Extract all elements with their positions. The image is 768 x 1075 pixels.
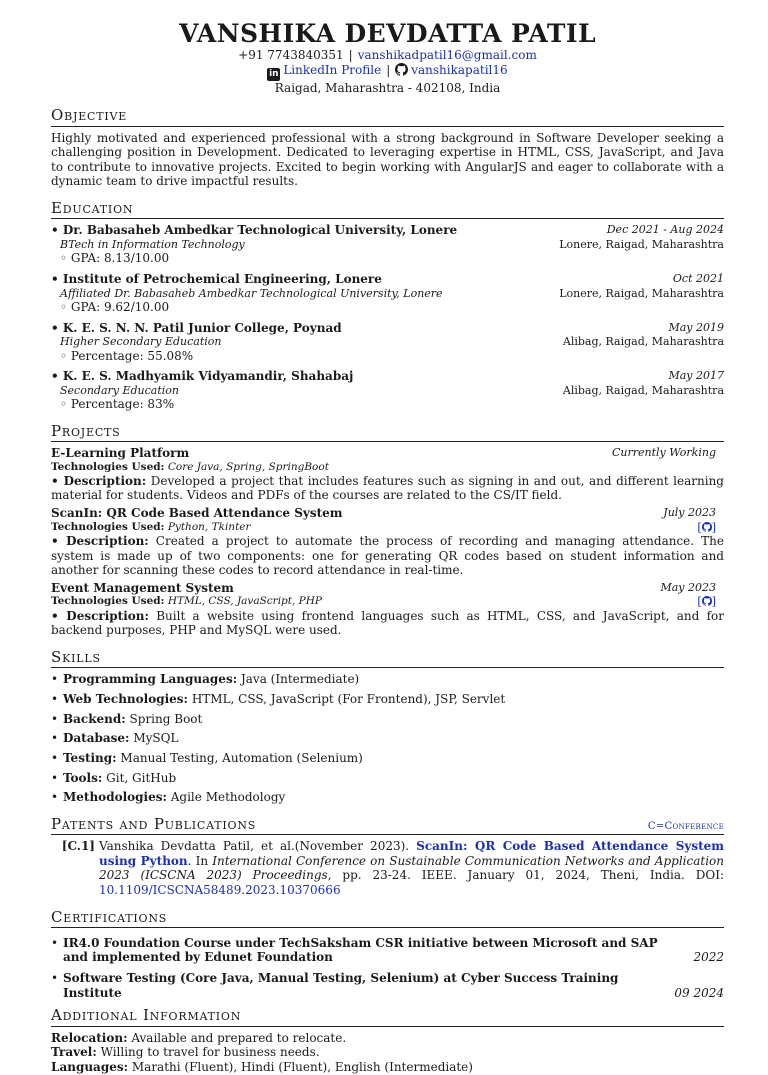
github-icon xyxy=(395,63,408,76)
certification-name: • IR4.0 Foundation Course under TechSaksham CSR initiative between Microsoft and SAP and implemented by Edunet Foundation xyxy=(63,935,658,965)
education-date: Dec 2021 - Aug 2024 xyxy=(606,223,724,237)
project-list xyxy=(51,446,724,638)
publication-citation: Vanshika Devdatta Patil, et al.(November 2023). ScanIn: QR Code Based Attendance System using Python. In International Conference on Sustainable Communication Networks and Application 2023 (ICSCNA 2023) Proceedings, pp. 23-24. IEEE. January 01, 2024, Theni, India. DOI: 10.1109/ICSCNA58489.2023.10370666 xyxy=(99,839,724,897)
github-icon xyxy=(702,596,712,606)
skill-item: • Tools: Git, GitHub xyxy=(51,771,724,786)
certification-date: 09 2024 xyxy=(674,985,724,1000)
institution: • K. E. S. Madhyamik Vidyamandir, Shahabaj xyxy=(51,369,354,384)
section-title-objective: Objective xyxy=(51,106,724,126)
skill-item: • Backend: Spring Boot xyxy=(51,712,724,727)
project-item xyxy=(51,506,724,578)
additional-item: Relocation: Available and prepared to relocate. xyxy=(51,1030,347,1045)
degree: Secondary Education xyxy=(60,383,180,397)
section-title-skills: Skills xyxy=(51,648,724,668)
certification-name: • Software Testing (Core Java, Manual Testing, Selenium) at Cyber Success Training Institute xyxy=(63,971,619,1000)
project-description: • Description: Created a project to automate the process of recording and managing attendance. The system is made up of two components: one for generating QR codes based on student information and another for scanning these codes to record attendance in real-time. xyxy=(51,533,724,578)
certification-date: 2022 xyxy=(693,950,724,965)
project-description: • Description: Developed a project that includes features such as signing in and out, and different learning material for students. Videos and PDFs of the courses are related to the CS/IT field. xyxy=(51,473,724,503)
skill-item: • Methodologies: Agile Methodology xyxy=(51,790,724,805)
github-link[interactable]: vanshikapatil16 xyxy=(411,62,508,77)
education-score: ◦ Percentage: 55.08% xyxy=(60,348,194,363)
education-date: May 2019 xyxy=(668,320,724,334)
project-name: Event Management System xyxy=(51,580,234,595)
skill-item: • Programming Languages: Java (Intermediate) xyxy=(51,672,724,687)
project-tech: Technologies Used: Python, Tkinter [ ] xyxy=(51,521,724,534)
section-title-publications: Patents and Publications C=Conference xyxy=(51,815,724,835)
project-item xyxy=(51,446,724,503)
degree: BTech in Information Technology xyxy=(60,237,245,251)
candidate-name: VANSHIKA DEVDATTA PATIL xyxy=(179,19,596,48)
address: Raigad, Maharashtra - 402108, India xyxy=(274,80,501,95)
certification-item xyxy=(51,936,724,965)
linkedin-link[interactable]: LinkedIn Profile xyxy=(283,62,382,77)
education-date: May 2017 xyxy=(668,369,724,383)
contact-line-1 xyxy=(51,48,724,63)
additional-info xyxy=(51,1031,724,1075)
education-list xyxy=(51,223,724,412)
education-item xyxy=(51,369,724,412)
project-github-link[interactable]: [ ] xyxy=(697,520,716,534)
publication-title-link[interactable]: ScanIn: QR Code Based Attendance System using Python xyxy=(99,839,724,868)
objective-text: Highly motivated and experienced professional with a strong background in Software Developer seeking a challenging position in Development. Dedicated to leveraging expertise in HTML, CSS, JavaScript, and Java to contribute to innovative projects. Excited to begin working with AngularJS and eager to collaborate with a dynamic team to drive impactful results. xyxy=(51,130,724,189)
education-item xyxy=(51,223,724,266)
education-location: Lonere, Raigad, Maharashtra xyxy=(559,237,724,251)
publication-item xyxy=(51,839,724,898)
certification-item xyxy=(51,971,724,1000)
education-item xyxy=(51,272,724,315)
doi-link[interactable]: 10.1109/ICSCNA58489.2023.10370666 xyxy=(99,882,341,897)
education-location: Alibag, Raigad, Maharashtra xyxy=(562,335,724,349)
project-item xyxy=(51,581,724,638)
github-icon xyxy=(702,522,712,532)
section-title-projects: Projects xyxy=(51,422,724,442)
project-date: July 2023 xyxy=(663,505,716,519)
project-date: Currently Working xyxy=(611,446,716,460)
degree: Higher Secondary Education xyxy=(60,335,222,349)
linkedin-icon: in xyxy=(269,68,279,79)
project-name: ScanIn: QR Code Based Attendance System xyxy=(51,505,343,520)
degree: Affiliated Dr. Babasaheb Ambedkar Technological University, Lonere xyxy=(60,286,443,300)
project-tech: Technologies Used: HTML, CSS, JavaScript, PHP [ ] xyxy=(51,595,724,608)
institution: • K. E. S. N. N. Patil Junior College, Poynad xyxy=(51,320,342,335)
section-title-education: Education xyxy=(51,199,724,219)
education-location: Alibag, Raigad, Maharashtra xyxy=(562,383,724,397)
project-date: May 2023 xyxy=(660,580,716,594)
additional-item: Languages: Marathi (Fluent), Hindi (Fluent), English (Intermediate) xyxy=(51,1059,473,1074)
email-link[interactable]: vanshikadpatil16@gmail.com xyxy=(357,47,537,62)
institution: • Dr. Babasaheb Ambedkar Technological University, Lonere xyxy=(51,223,458,238)
education-score: ◦ Percentage: 83% xyxy=(60,397,175,412)
project-description: • Description: Built a website using frontend languages such as HTML, CSS, and JavaScript, and for backend purposes, PHP and MySQL were used. xyxy=(51,608,725,638)
education-date: Oct 2021 xyxy=(672,271,724,285)
separator: | xyxy=(348,47,353,62)
project-name: E-Learning Platform xyxy=(51,446,190,461)
certifications-list xyxy=(51,936,724,1001)
skill-item: • Testing: Manual Testing, Automation (Selenium) xyxy=(51,751,724,766)
skills-list xyxy=(51,672,724,804)
project-tech: Technologies Used: Core Java, Spring, SpringBoot xyxy=(51,460,329,473)
publication-legend: C=Conference xyxy=(647,820,724,832)
skill-item: • Database: MySQL xyxy=(51,731,724,746)
resume-header xyxy=(51,0,724,96)
contact-line-2 xyxy=(51,63,724,81)
institution: • Institute of Petrochemical Engineering, Lonere xyxy=(51,271,382,286)
additional-item: Travel: Willing to travel for business needs. xyxy=(51,1045,320,1060)
publication-tag: [C.1] xyxy=(61,839,95,854)
section-title-certifications: Certifications xyxy=(51,908,724,928)
education-score: ◦ GPA: 9.62/10.00 xyxy=(60,300,170,314)
section-title-additional: Additional Information xyxy=(51,1006,724,1026)
education-location: Lonere, Raigad, Maharashtra xyxy=(559,286,724,300)
education-item xyxy=(51,321,724,364)
phone-number: +91 7743840351 xyxy=(238,47,344,62)
education-score: ◦ GPA: 8.13/10.00 xyxy=(60,251,170,266)
skill-item: • Web Technologies: HTML, CSS, JavaScript (For Frontend), JSP, Servlet xyxy=(51,692,724,707)
project-github-link[interactable]: [ ] xyxy=(697,595,716,609)
separator: | xyxy=(386,62,391,77)
